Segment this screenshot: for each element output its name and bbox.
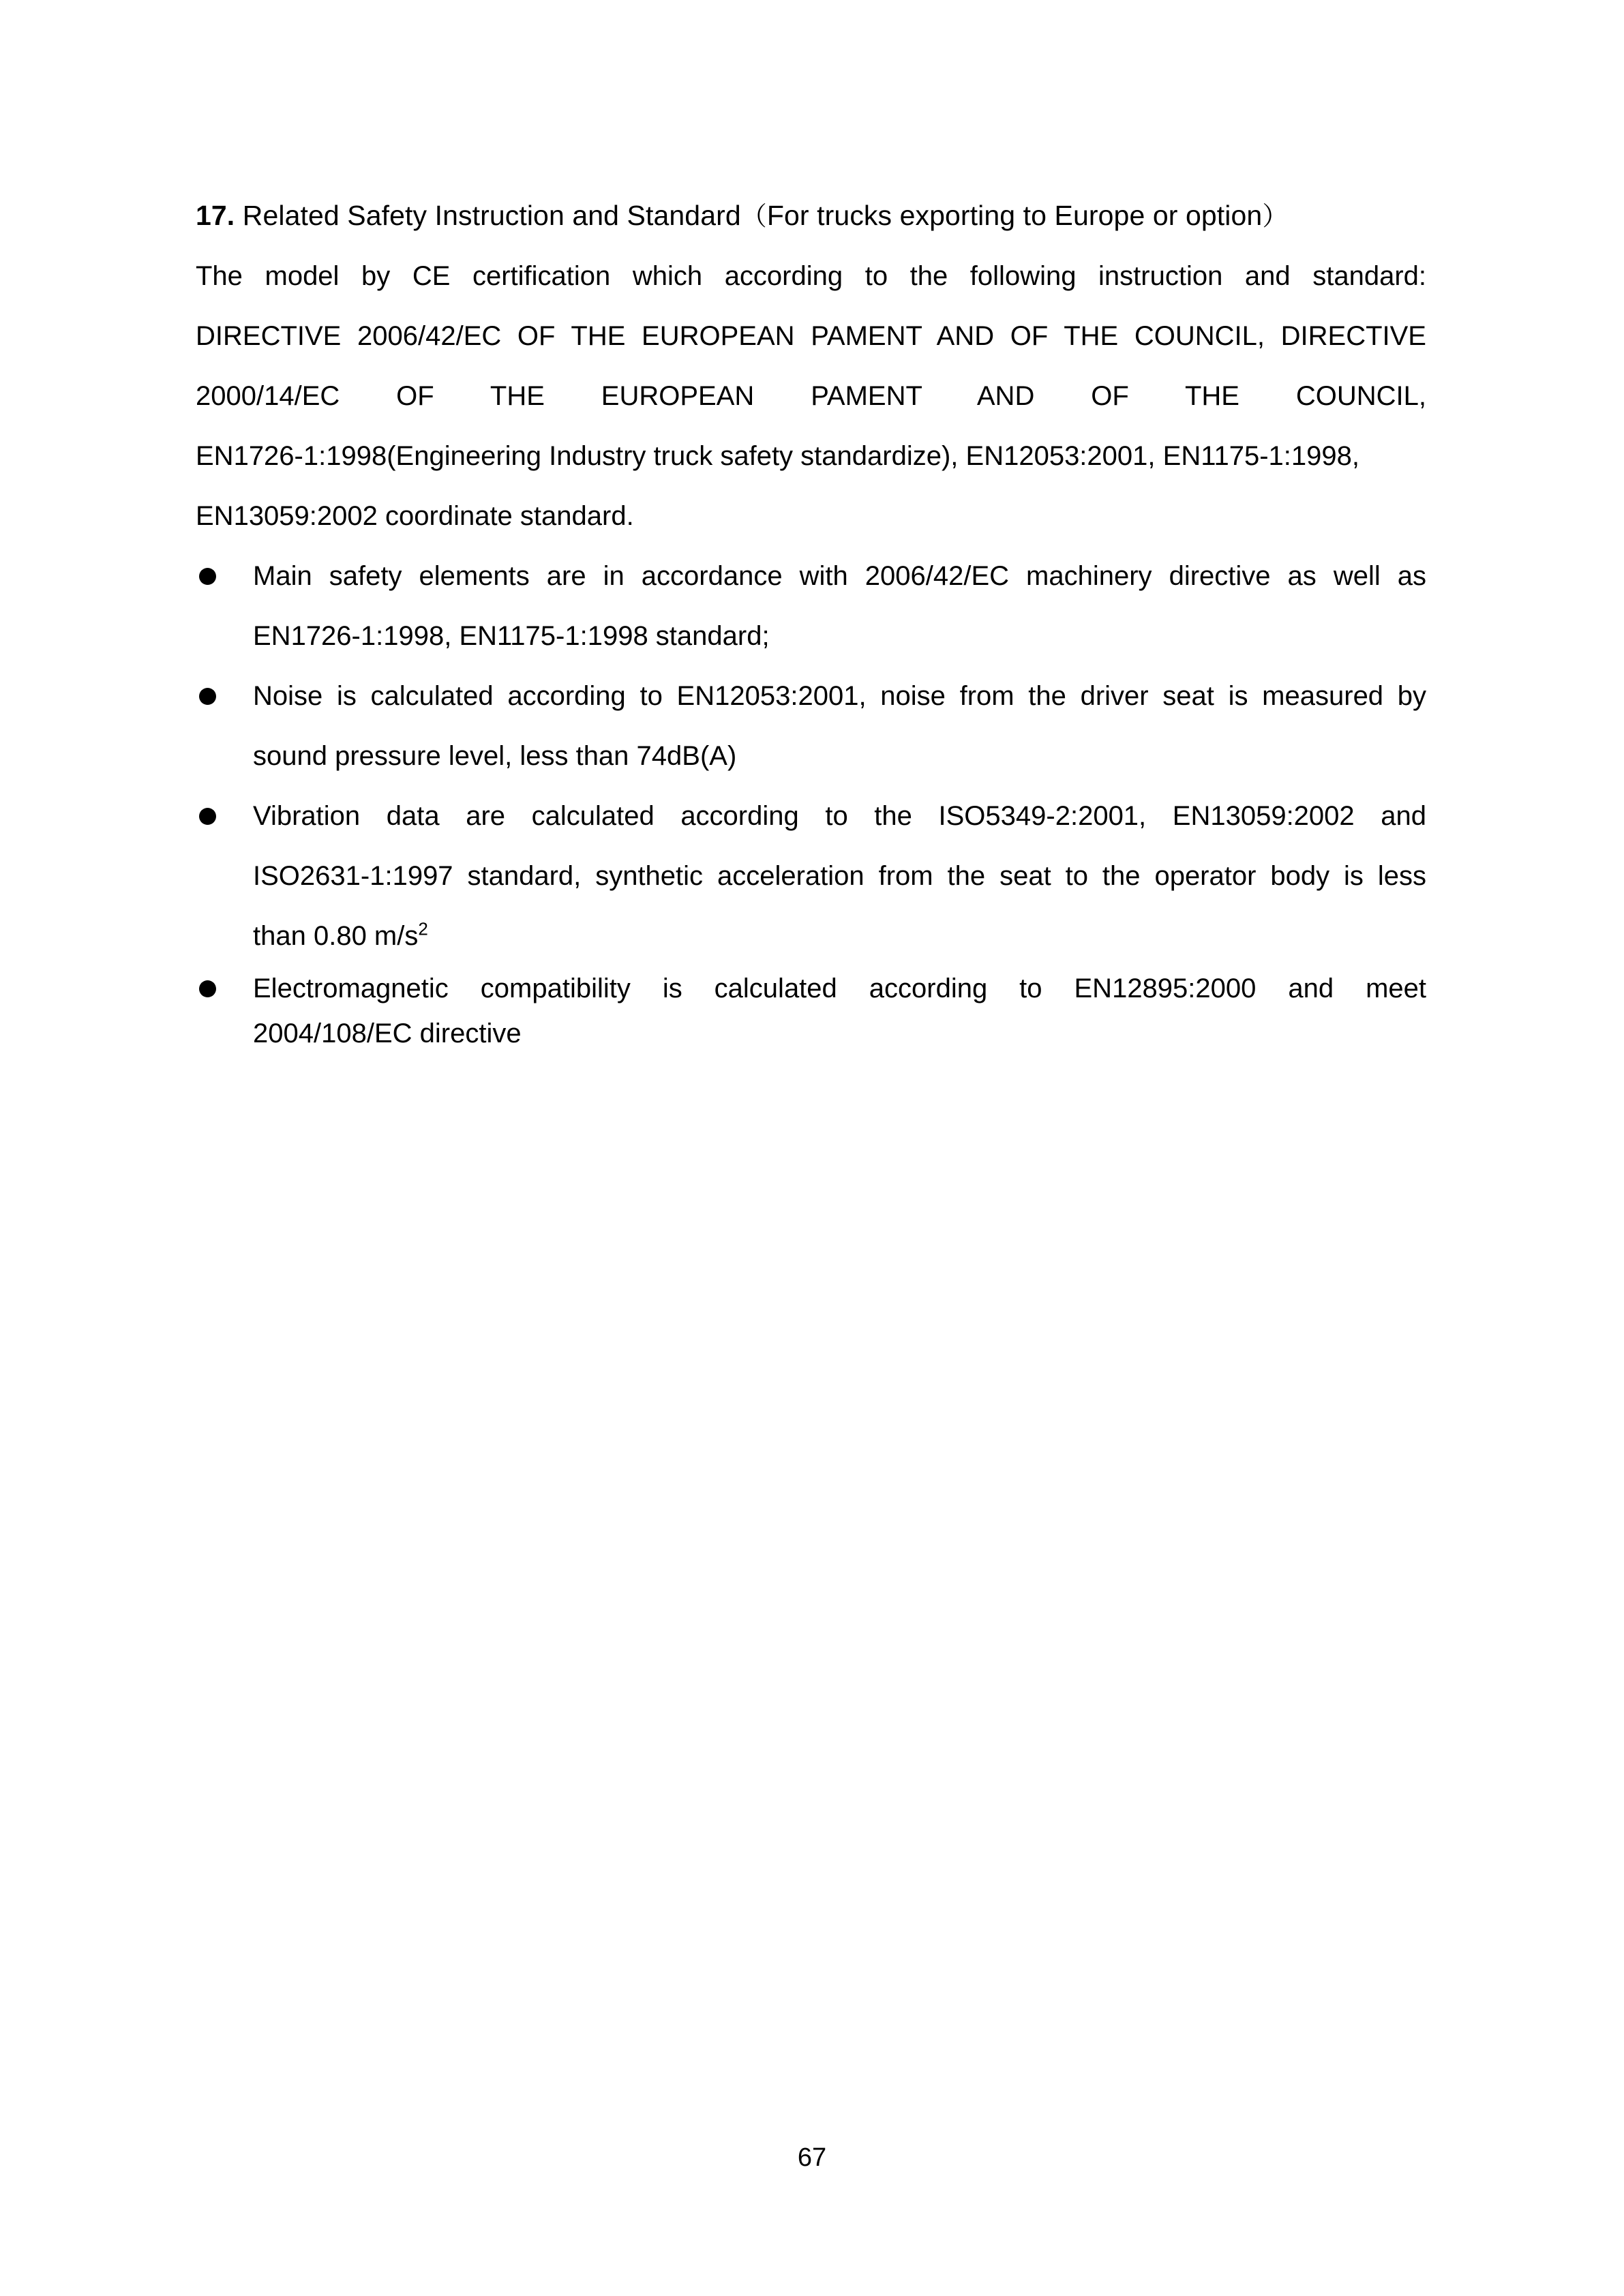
paragraph-line: 2000/14/EC OF THE EUROPEAN PAMENT AND OF THE COUNCIL, [196,381,1426,411]
page-content [196,185,1426,1056]
section-number: 17. [196,200,235,231]
list-item-line: EN1726-1:1998, EN1175-1:1998 standard; [253,621,770,651]
paren-open: （ [740,201,767,231]
list-item-line-with-superscript [253,906,1426,966]
bullet-dot-icon [199,808,216,825]
list-item-line: ISO2631-1:1997 standard, synthetic acceleration from the seat to the operator body is less [253,861,1426,891]
paren-close: ） [1262,201,1289,231]
safety-bullet-list [196,546,1426,1056]
page-number: 67 [797,2143,827,2172]
paragraph-line: DIRECTIVE 2006/42/EC OF THE EUROPEAN PAMENT AND OF THE COUNCIL, DIRECTIVE [196,321,1426,351]
list-item [196,546,1426,666]
list-item-line: Electromagnetic compatibility is calculated according to EN12895:2000 and meet [253,973,1426,1003]
section-title-paren-text: For trucks exporting to Europe or option [766,200,1263,231]
list-item [196,786,1426,966]
list-item [196,966,1426,1056]
list-item-line: Main safety elements are in accordance with 2006/42/EC machinery directive as well as [253,561,1426,591]
list-item [196,666,1426,786]
list-item-line: sound pressure level, less than 74dB(A) [253,741,737,771]
list-item-line-text: than 0.80 m/s [253,921,419,951]
section-title-text: Related Safety Instruction and Standard [235,200,741,231]
list-item-line: Noise is calculated according to EN12053:2001, noise from the driver seat is measured by [253,681,1426,711]
paragraph-line: EN13059:2002 coordinate standard. [196,501,634,531]
list-item-line: 2004/108/EC directive [253,1018,522,1048]
intro-paragraph [196,246,1426,546]
bullet-dot-icon [199,568,216,585]
section-heading [196,185,1426,246]
bullet-dot-icon [199,688,216,705]
list-item-line: Vibration data are calculated according to the ISO5349-2:2001, EN13059:2002 and [253,801,1426,831]
bullet-dot-icon [199,980,216,997]
paragraph-line: The model by CE certification which according to the following instruction and standard: [196,261,1426,291]
paragraph-line: EN1726-1:1998(Engineering Industry truck safety standardize), EN12053:2001, EN1175-1:1998, [196,441,1359,471]
superscript-exponent: 2 [418,918,428,939]
